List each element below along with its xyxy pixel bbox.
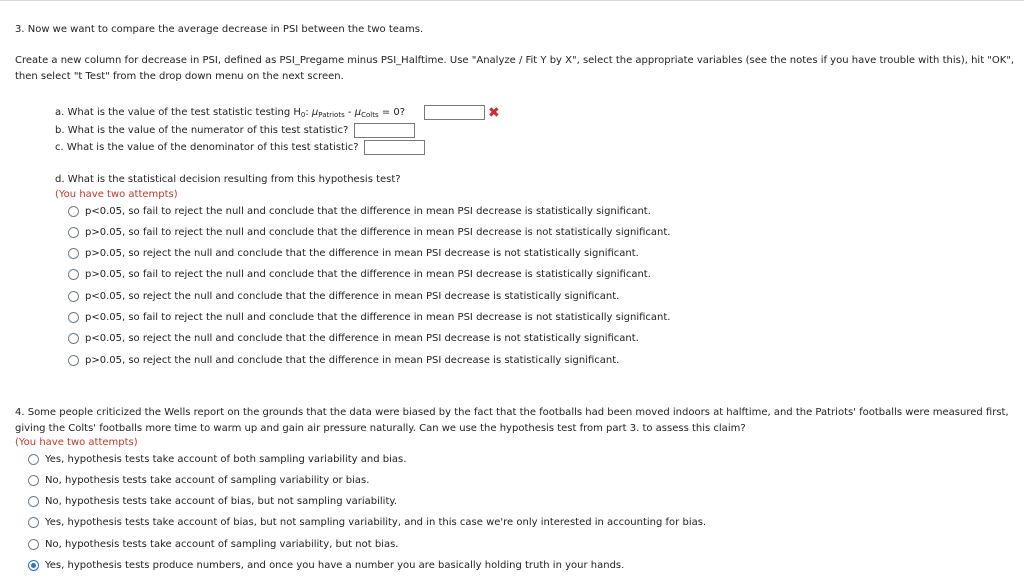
q3a-minus: -: [344, 107, 355, 118]
q3-option-2[interactable]: [68, 225, 670, 239]
option-label: p<0.05, so fail to reject the null and conclude that the difference in mean PSI decrease is not statistically significant.: [85, 312, 671, 323]
colts-subscript: Colts: [361, 111, 379, 119]
q3d-attempts: (You have two attempts): [55, 189, 178, 200]
q3-option-6[interactable]: [68, 311, 670, 325]
radio-button[interactable]: [68, 269, 79, 280]
radio-button[interactable]: [68, 248, 79, 259]
q4-option-6[interactable]: [28, 559, 624, 573]
option-label: p>0.05, so fail to reject the null and conclude that the difference in mean PSI decrease is statistically significant.: [85, 269, 651, 281]
patriots-subscript: Patriots: [318, 111, 345, 119]
q4-option-4[interactable]: [28, 516, 706, 530]
radio-button[interactable]: [28, 454, 39, 465]
mu-symbol-2: μ: [354, 107, 362, 118]
q4-option-2[interactable]: [28, 473, 369, 487]
q3-title: 3. Now we want to compare the average decrease in PSI between the two teams.: [15, 24, 424, 35]
radio-button[interactable]: [68, 312, 79, 323]
option-label: p<0.05, so fail to reject the null and conclude that the difference in mean PSI decrease is statistically significant.: [85, 205, 651, 217]
option-label: No, hypothesis tests take account of bias, but not sampling variability.: [45, 496, 398, 508]
q3-option-4[interactable]: [68, 268, 651, 282]
option-label: Yes, hypothesis tests take account of both sampling variability and bias.: [45, 453, 407, 465]
q4-attempts: (You have two attempts): [15, 437, 138, 448]
radio-button[interactable]: [68, 227, 79, 238]
q4-option-5[interactable]: [28, 537, 398, 551]
radio-button[interactable]: [28, 539, 39, 550]
q4-question: 4. Some people criticized the Wells report on the grounds that the data were biased by the fact that the footballs had been moved indoors at halftime, and the Patriots' footballs were measured first, giving the Colts' footballs more time to warm up and gain air pressure naturally. Can we use the hypothesis test from part 3. to assess this claim?: [15, 407, 1009, 434]
option-label: p>0.05, so reject the null and conclude that the difference in mean PSI decrease is statistically significant.: [85, 354, 620, 366]
option-label: Yes, hypothesis tests take account of bias, but not sampling variability, and in this case we're only interested in accounting for bias.: [45, 517, 707, 529]
radio-button[interactable]: [68, 206, 79, 217]
q3a-suffix: = 0?: [378, 107, 406, 118]
q3-option-1[interactable]: [68, 204, 651, 218]
option-label: No, hypothesis tests take account of sampling variability, but not bias.: [45, 538, 399, 550]
x-icon: ✖: [488, 105, 500, 121]
radio-button[interactable]: [68, 355, 79, 366]
q4-option-1[interactable]: [28, 452, 406, 466]
h-subscript: 0: [300, 111, 306, 119]
radio-button[interactable]: [28, 496, 39, 507]
option-label: p>0.05, so fail to reject the null and conclude that the difference in mean PSI decrease is not statistically significant.: [85, 226, 671, 238]
q3a-answer-input[interactable]: [424, 105, 485, 120]
radio-button[interactable]: [28, 517, 39, 528]
mu-symbol-1: μ: [311, 107, 319, 118]
radio-button[interactable]: [28, 475, 39, 486]
q3b-answer-input[interactable]: [354, 123, 415, 138]
top-divider: [0, 0, 1024, 1]
option-label: Yes, hypothesis tests produce numbers, and once you have a number you are basically holding truth in your hands.: [45, 560, 625, 571]
q3-option-7[interactable]: [68, 332, 639, 346]
radio-button[interactable]: [68, 291, 79, 302]
q3d-question: d. What is the statistical decision resulting from this hypothesis test?: [55, 174, 401, 185]
q3a-question: [55, 107, 405, 119]
radio-button[interactable]: [68, 333, 79, 344]
option-label: No, hypothesis tests take account of sampling variability or bias.: [45, 474, 370, 486]
q3b-question: b. What is the value of the numerator of this test statistic?: [55, 125, 349, 136]
q3-option-5[interactable]: [68, 289, 619, 303]
radio-button[interactable]: [28, 560, 39, 571]
q3c-answer-input[interactable]: [364, 140, 425, 155]
option-label: p<0.05, so reject the null and conclude that the difference in mean PSI decrease is not statistically significant.: [85, 333, 639, 345]
q4-option-3[interactable]: [28, 495, 397, 509]
q3-option-8[interactable]: [68, 353, 619, 367]
q3a-prefix: a. What is the value of the test statistic testing H: [55, 107, 301, 118]
option-label: p>0.05, so reject the null and conclude that the difference in mean PSI decrease is not statistically significant.: [85, 248, 639, 260]
q3c-question: c. What is the value of the denominator of this test statistic?: [55, 142, 359, 153]
q3-option-3[interactable]: [68, 247, 639, 261]
q3a-colon: :: [305, 107, 312, 118]
option-label: p<0.05, so reject the null and conclude that the difference in mean PSI decrease is statistically significant.: [85, 290, 620, 302]
q3-instructions: Create a new column for decrease in PSI, defined as PSI_Pregame minus PSI_Halftime. Use "Analyze / Fit Y by X", select the appropriate variables (see the notes if you have trouble with this), hit "OK", then select "t Test" from the drop down menu on the next screen.: [15, 55, 1015, 82]
